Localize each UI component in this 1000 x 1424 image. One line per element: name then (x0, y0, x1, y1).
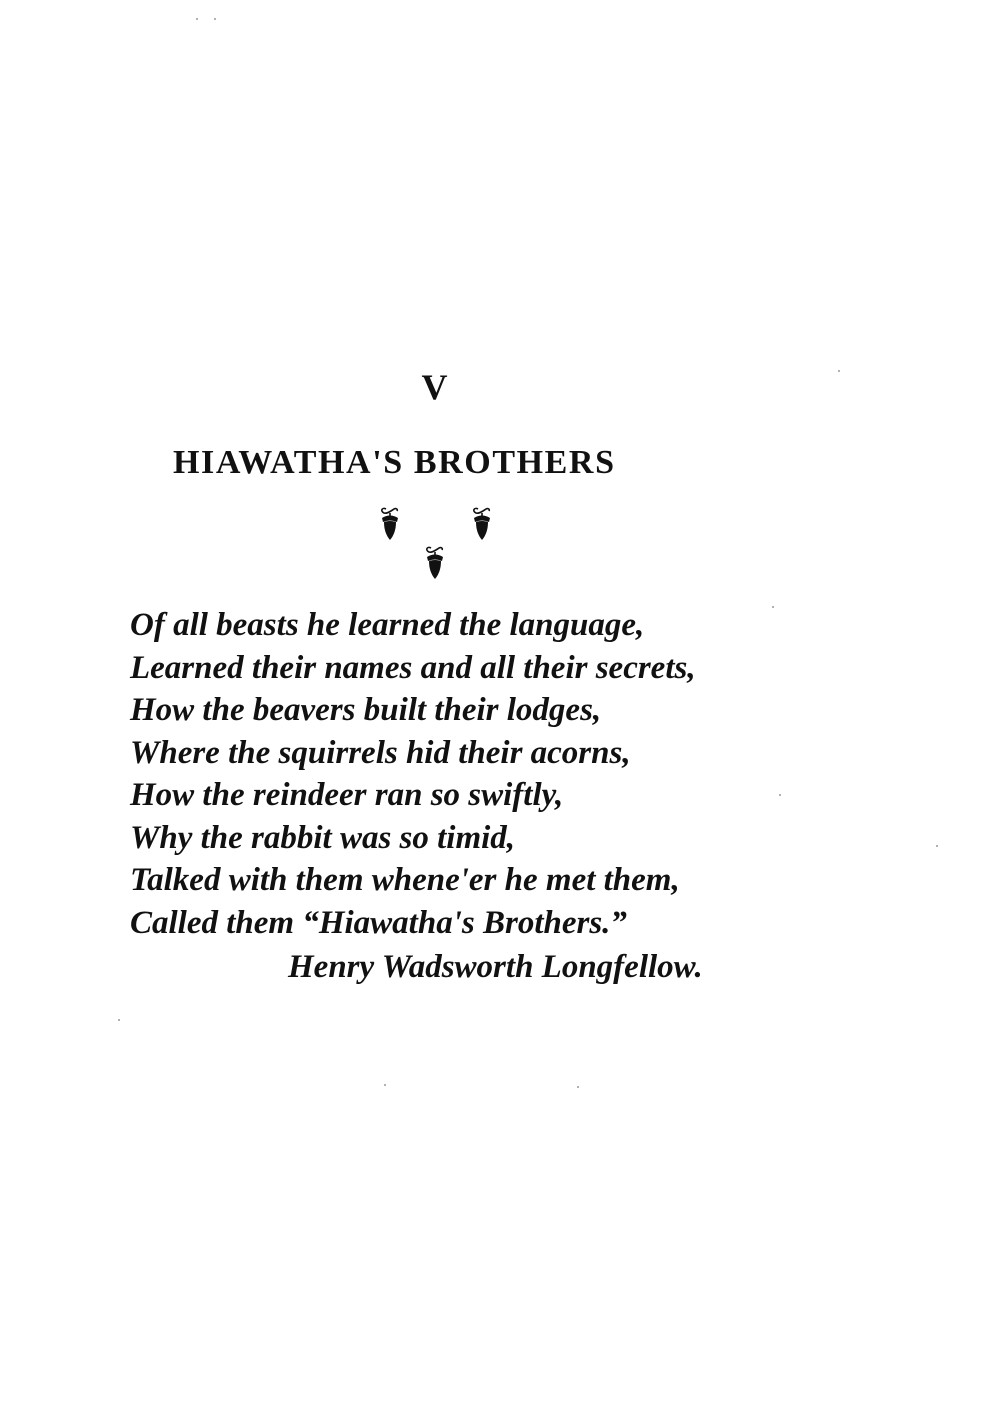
acorn-ornament-icon (376, 503, 404, 543)
poem-line: How the beavers built their lodges, (130, 692, 602, 728)
chapter-number: V (421, 367, 449, 407)
poem-line: Called them “Hiawatha's Brothers.” (130, 904, 627, 941)
print-speck (779, 794, 781, 796)
print-speck (577, 1086, 579, 1088)
poem-line: Talked with them whene'er he met them, (130, 862, 680, 898)
print-speck (936, 845, 938, 847)
poem-line: Where the squirrels hid their acorns, (130, 734, 631, 771)
poem-line: Learned their names and all their secrets, (130, 649, 696, 686)
chapter-title: HIAWATHA'S BROTHERS (173, 444, 616, 481)
poem-author: Henry Wadsworth Longfellow. (288, 949, 703, 985)
poem-line: Why the rabbit was so timid, (130, 819, 516, 856)
print-speck (196, 18, 198, 20)
print-speck (772, 606, 774, 608)
acorn-ornament-icon (421, 542, 449, 582)
print-speck (118, 1019, 120, 1021)
poem-line: How the reindeer ran so swiftly, (130, 777, 564, 813)
print-speck (214, 18, 216, 20)
print-speck (384, 1084, 386, 1086)
acorn-ornament-icon (468, 503, 496, 543)
poem-line: Of all beasts he learned the language, (130, 607, 645, 643)
poem-stanza (130, 604, 696, 944)
print-speck (838, 370, 840, 372)
